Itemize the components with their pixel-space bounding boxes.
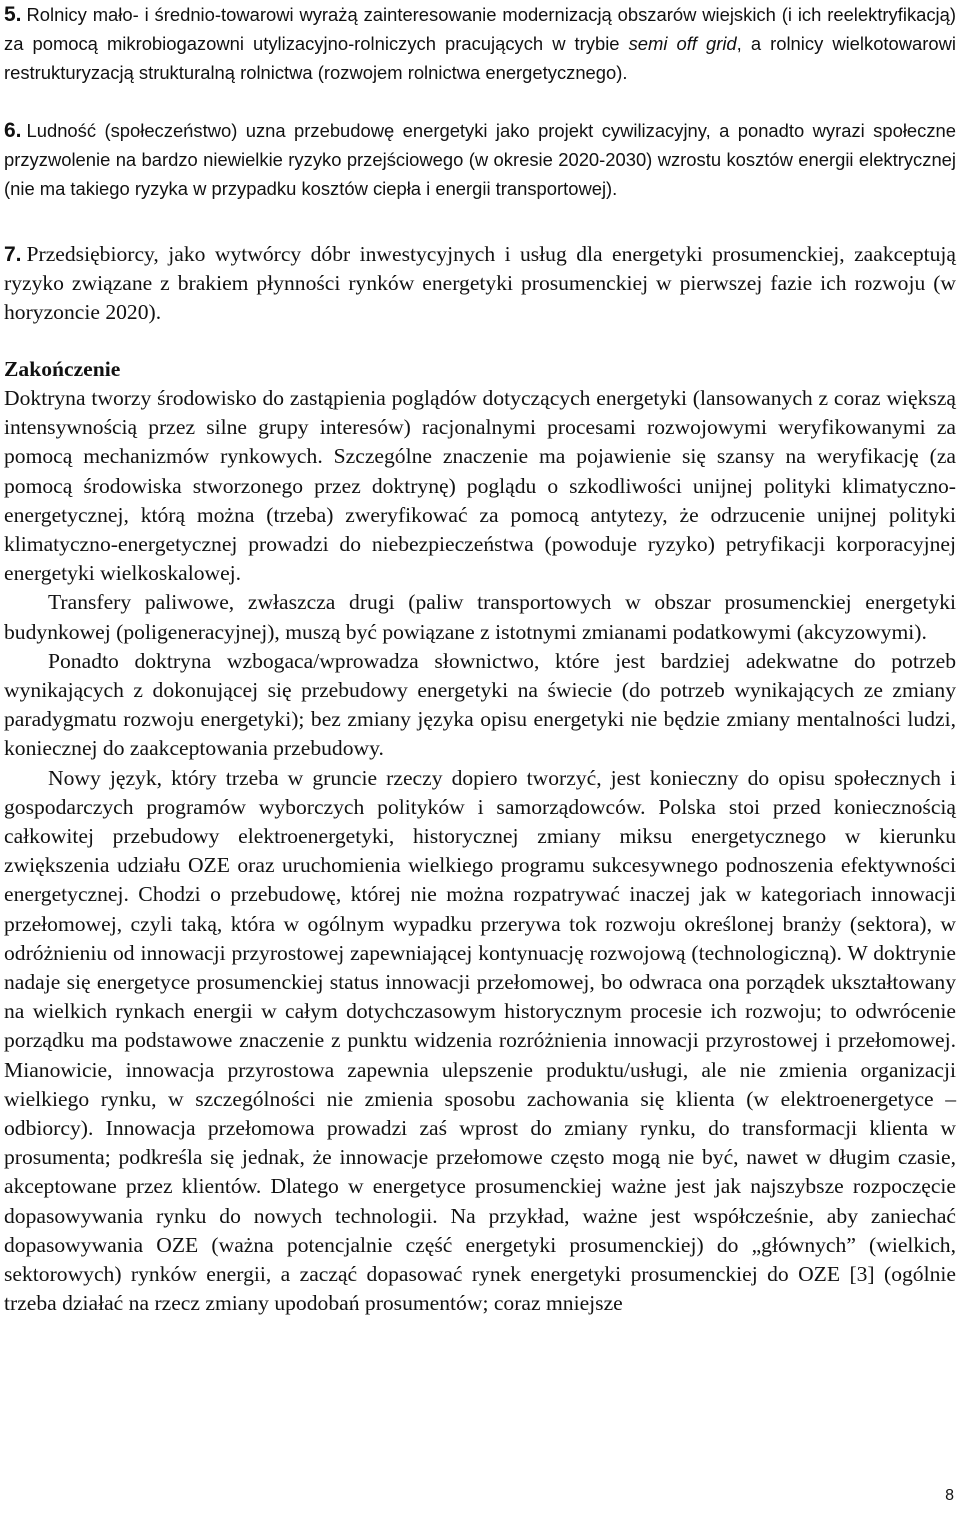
list-item-italic-term: semi off grid (628, 33, 737, 55)
paragraph-3: Ponadto doktryna wzbogaca/wprowadza słownictwo, które jest bardziej adekwatne do potrzeb wynikających z dokonującej się przebudowy energetyki na świecie (do potrzeb wynikających ze zmiany paradygmatu rozwoju energetyki); bez zmiany języka opisu energetyki nie będzie zmiany mentalności ludzi, koniecznej do zaakceptowania przebudowy. (4, 648, 956, 761)
list-item-number: 7. (4, 243, 22, 266)
list-item-5 (4, 0, 956, 88)
paragraph-1: Doktryna tworzy środowisko do zastąpienia poglądów dotyczących energetyki (lansowanych z coraz większą intensywnością przez silne grupy interesów) racjonalnymi procesami rozwojowymi weryfikowanymi za pomocą mechanizmów rynkowych. Szczególne znaczenie ma pojawienie się szansy na weryfikację (za pomocą środowiska stworzonego przez doktrynę) poglądu o szkodliwości unijnej polityki klimatyczno-energetycznej, którą można (trzeba) zweryfikować za pomocą antytezy, że odrzucenie unijnej polityki klimatyczno-energetycznej prowadzi do niebezpieczeństwa (powoduje ryzyko) petryfikacji korporacyjnej energetyki wielkoskalowej. (4, 386, 956, 586)
list-item-7 (4, 240, 956, 328)
list-item-text-end: , a rolnicy wielkotowarowi restrukturyzacją strukturalną rolnictwa (rozwojem rolnictwa energetycznego). (4, 33, 956, 84)
list-item-number: 5. (4, 3, 22, 26)
section-heading: Zakończenie (4, 357, 121, 381)
paragraph-2: Transfery paliwowe, zwłaszcza drugi (paliw transportowych w obszar prosumenckiej energetyki budynkowej (poligeneracyjnej), muszą być powiązane z istotnymi zmianami podatkowymi (akcyzowymi). (4, 590, 956, 644)
list-item-text: Przedsiębiorcy, jako wytwórcy dóbr inwestycyjnych i usług dla energetyki prosumenckiej, zaakceptują ryzyko związane z brakiem płynności rynków energetyki prosumenckiej w pierwszej fazie ich rozwoju (w horyzoncie 2020). (4, 242, 956, 325)
list-item-text: Ludność (społeczeństwo) uzna przebudowę energetyki jako projekt cywilizacyjny, a ponadto wyrazi społeczne przyzwolenie na bardzo niewielkie ryzyko przejściowego (w okresie 2020-2030) wzrostu kosztów energii elektrycznej (nie ma takiego ryzyka w przypadku kosztów ciepła i energii transportowej). (4, 120, 956, 200)
paragraph-4: Nowy język, który trzeba w gruncie rzeczy dopiero tworzyć, jest konieczny do opisu społecznych i gospodarczych programów wyborczych polityków i samorządowców. Polska stoi przed koniecznością całkowitej przebudowy elektroenergetyki, historycznej zmiany miksu energetycznego w kierunku zwiększenia udziału OZE oraz uruchomienia wielkiego programu sukcesywnego podnoszenia efektywności energetycznej. Chodzi o przebudowę, której nie można rozpatrywać inaczej jak w kategoriach innowacji przełomowej, czyli taką, która w ogólnym wypadku przerywa tok rozwoju określonej branży (sektora), w odróżnieniu od innowacji przyrostowej zapewniającej kontynuację rozwojową (technologiczną). W doktrynie nadaje się energetyce prosumenckiej status innowacji przełomowej, bo odwraca ona porządek ukształtowany na wielkich rynkach energii w całym dotychczasowym historycznym procesie ich rozwoju; to odwrócenie porządku ma podstawowe znaczenie z punktu widzenia rozróżnienia innowacji przyrostowej i przełomowej. Mianowicie, innowacja przyrostowa zapewnia ulepszenie produktu/usługi, ale nie zmienia organizacji wielkiego rynku, w szczególności nie zmienia sposobu zachowania się klienta (w elektroenergetyce – odbiorcy). Innowacja przełomowa prowadzi zaś wprost do zmiany rynku, do transformacji klienta w prosumenta; podkreśla się jednak, że innowacje przełomowe często mogą nie być, nawet w długim czasie, akceptowane przez klientów. Dlatego w energetyce prosumenckiej ważne jest jak najszybsze rozpoczęcie dopasowywania rynku do nowych technologii. Na przykład, ważne jest współcześnie, aby zaniechać dopasowywania OZE (ważna potencjalnie część energetyki prosumenckiej) do „głównych” (wielkich, sektorowych) rynków energii, a zacząć dopasować rynek energetyki prosumenckiej do OZE [3] (ogólnie trzeba działać na rzecz zmiany upodobań prosumentów; coraz mniejsze (4, 765, 956, 1316)
list-item-text: Rolnicy mało- i średnio-towarowi wyrażą zainteresowanie modernizacją obszarów wiejskich (i ich reelektryfikacją) za pomocą mikrobiogazowni utylizacyjno-rolniczych pracujących w trybie (4, 4, 956, 55)
page-number: 8 (945, 1487, 954, 1504)
list-item-number: 6. (4, 119, 22, 142)
conclusion-body (4, 384, 956, 1319)
list-item-6 (4, 116, 956, 204)
